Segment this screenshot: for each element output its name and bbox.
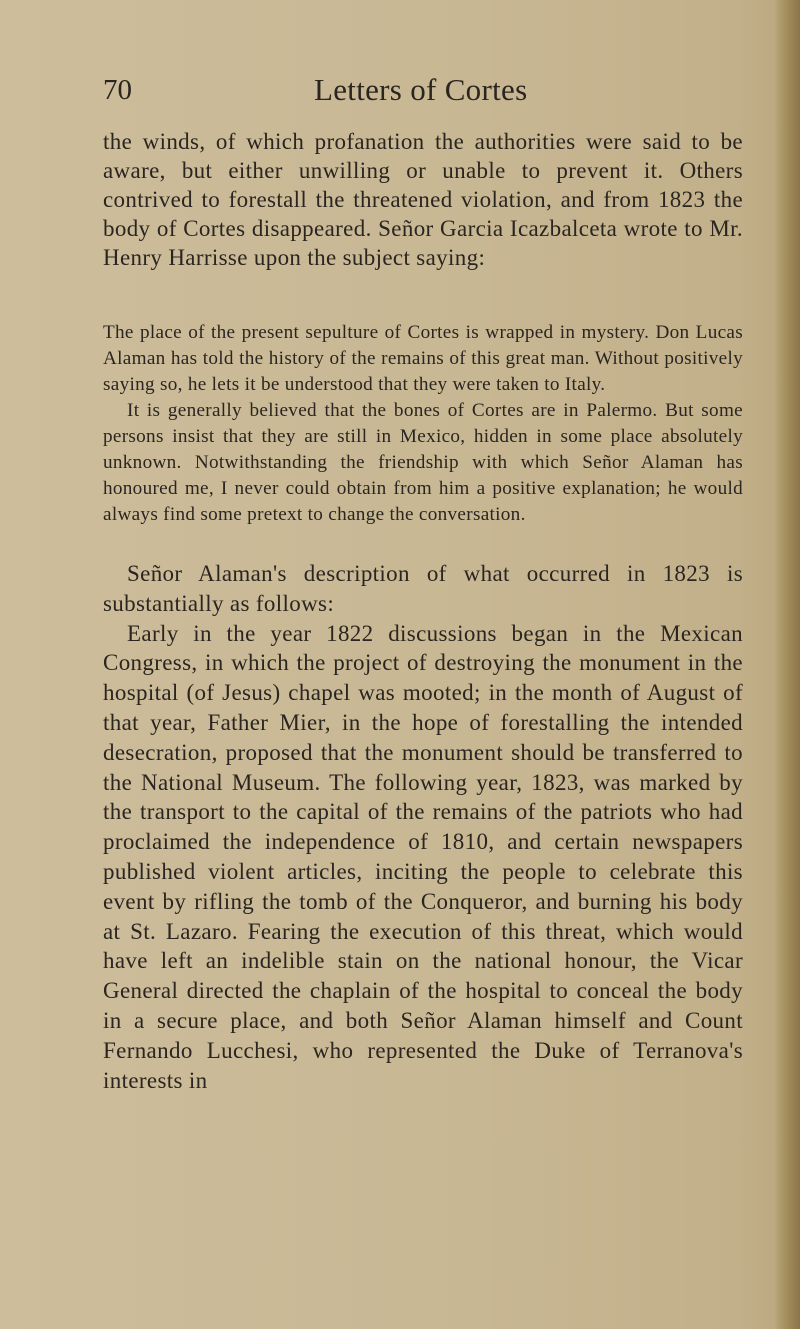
alaman-description bbox=[103, 559, 743, 1095]
page-header bbox=[103, 72, 743, 112]
quote-paragraph-2: It is generally believed that the bones of Cortes are in Palermo. But some persons insist that they are still in Mexico, hidden in some place absolutely unknown. Notwithstanding the friendship with which Señor Alaman has honoured me, I never could obtain from him a positive explanation; he would always find some pretext to change the conversation. bbox=[103, 400, 743, 525]
narrative-paragraph-1: Señor Alaman's description of what occurred in 1823 is substantially as follows: bbox=[103, 561, 743, 616]
body-paragraph: the winds, of which profanation the authorities were said to be aware, but either unwilling or unable to prevent it. Others contrived to forestall the threatened violation, and from 1823 the body of Cortes disappeared. Señor Garcia Icazbalceta wrote to Mr. Henry Harrisse upon the subject saying: bbox=[103, 129, 743, 270]
running-title: Letters of Cortes bbox=[314, 72, 528, 107]
opening-paragraph-block bbox=[103, 127, 743, 272]
quote-paragraph-1: The place of the present sepulture of Cortes is wrapped in mystery. Don Lucas Alaman has told the history of the remains of this great man. Without positively saying so, he lets it be understood that they were taken to Italy. bbox=[103, 322, 743, 395]
quoted-letter bbox=[103, 320, 743, 528]
narrative-paragraph-2: Early in the year 1822 discussions began in the Mexican Congress, in which the project of destroying the monument in the hospital (of Jesus) chapel was mooted; in the month of August of that year, Father Mier, in the hope of forestalling the intended desecration, proposed that the monument should be transferred to the National Museum. The following year, 1823, was marked by the transport to the capital of the remains of the patriots who had proclaimed the independence of 1810, and certain newspapers published violent articles, inciting the people to celebrate this event by rifling the tomb of the Conqueror, and burning his body at St. Lazaro. Fearing the execution of this threat, which would have left an indelible stain on the national honour, the Vicar General directed the chaplain of the hospital to conceal the body in a secure place, and both Señor Alaman himself and Count Fernando Lucchesi, who represented the Duke of Terranova's interests in bbox=[103, 620, 743, 1093]
page-edge bbox=[774, 0, 800, 1329]
page-number: 70 bbox=[103, 74, 132, 106]
